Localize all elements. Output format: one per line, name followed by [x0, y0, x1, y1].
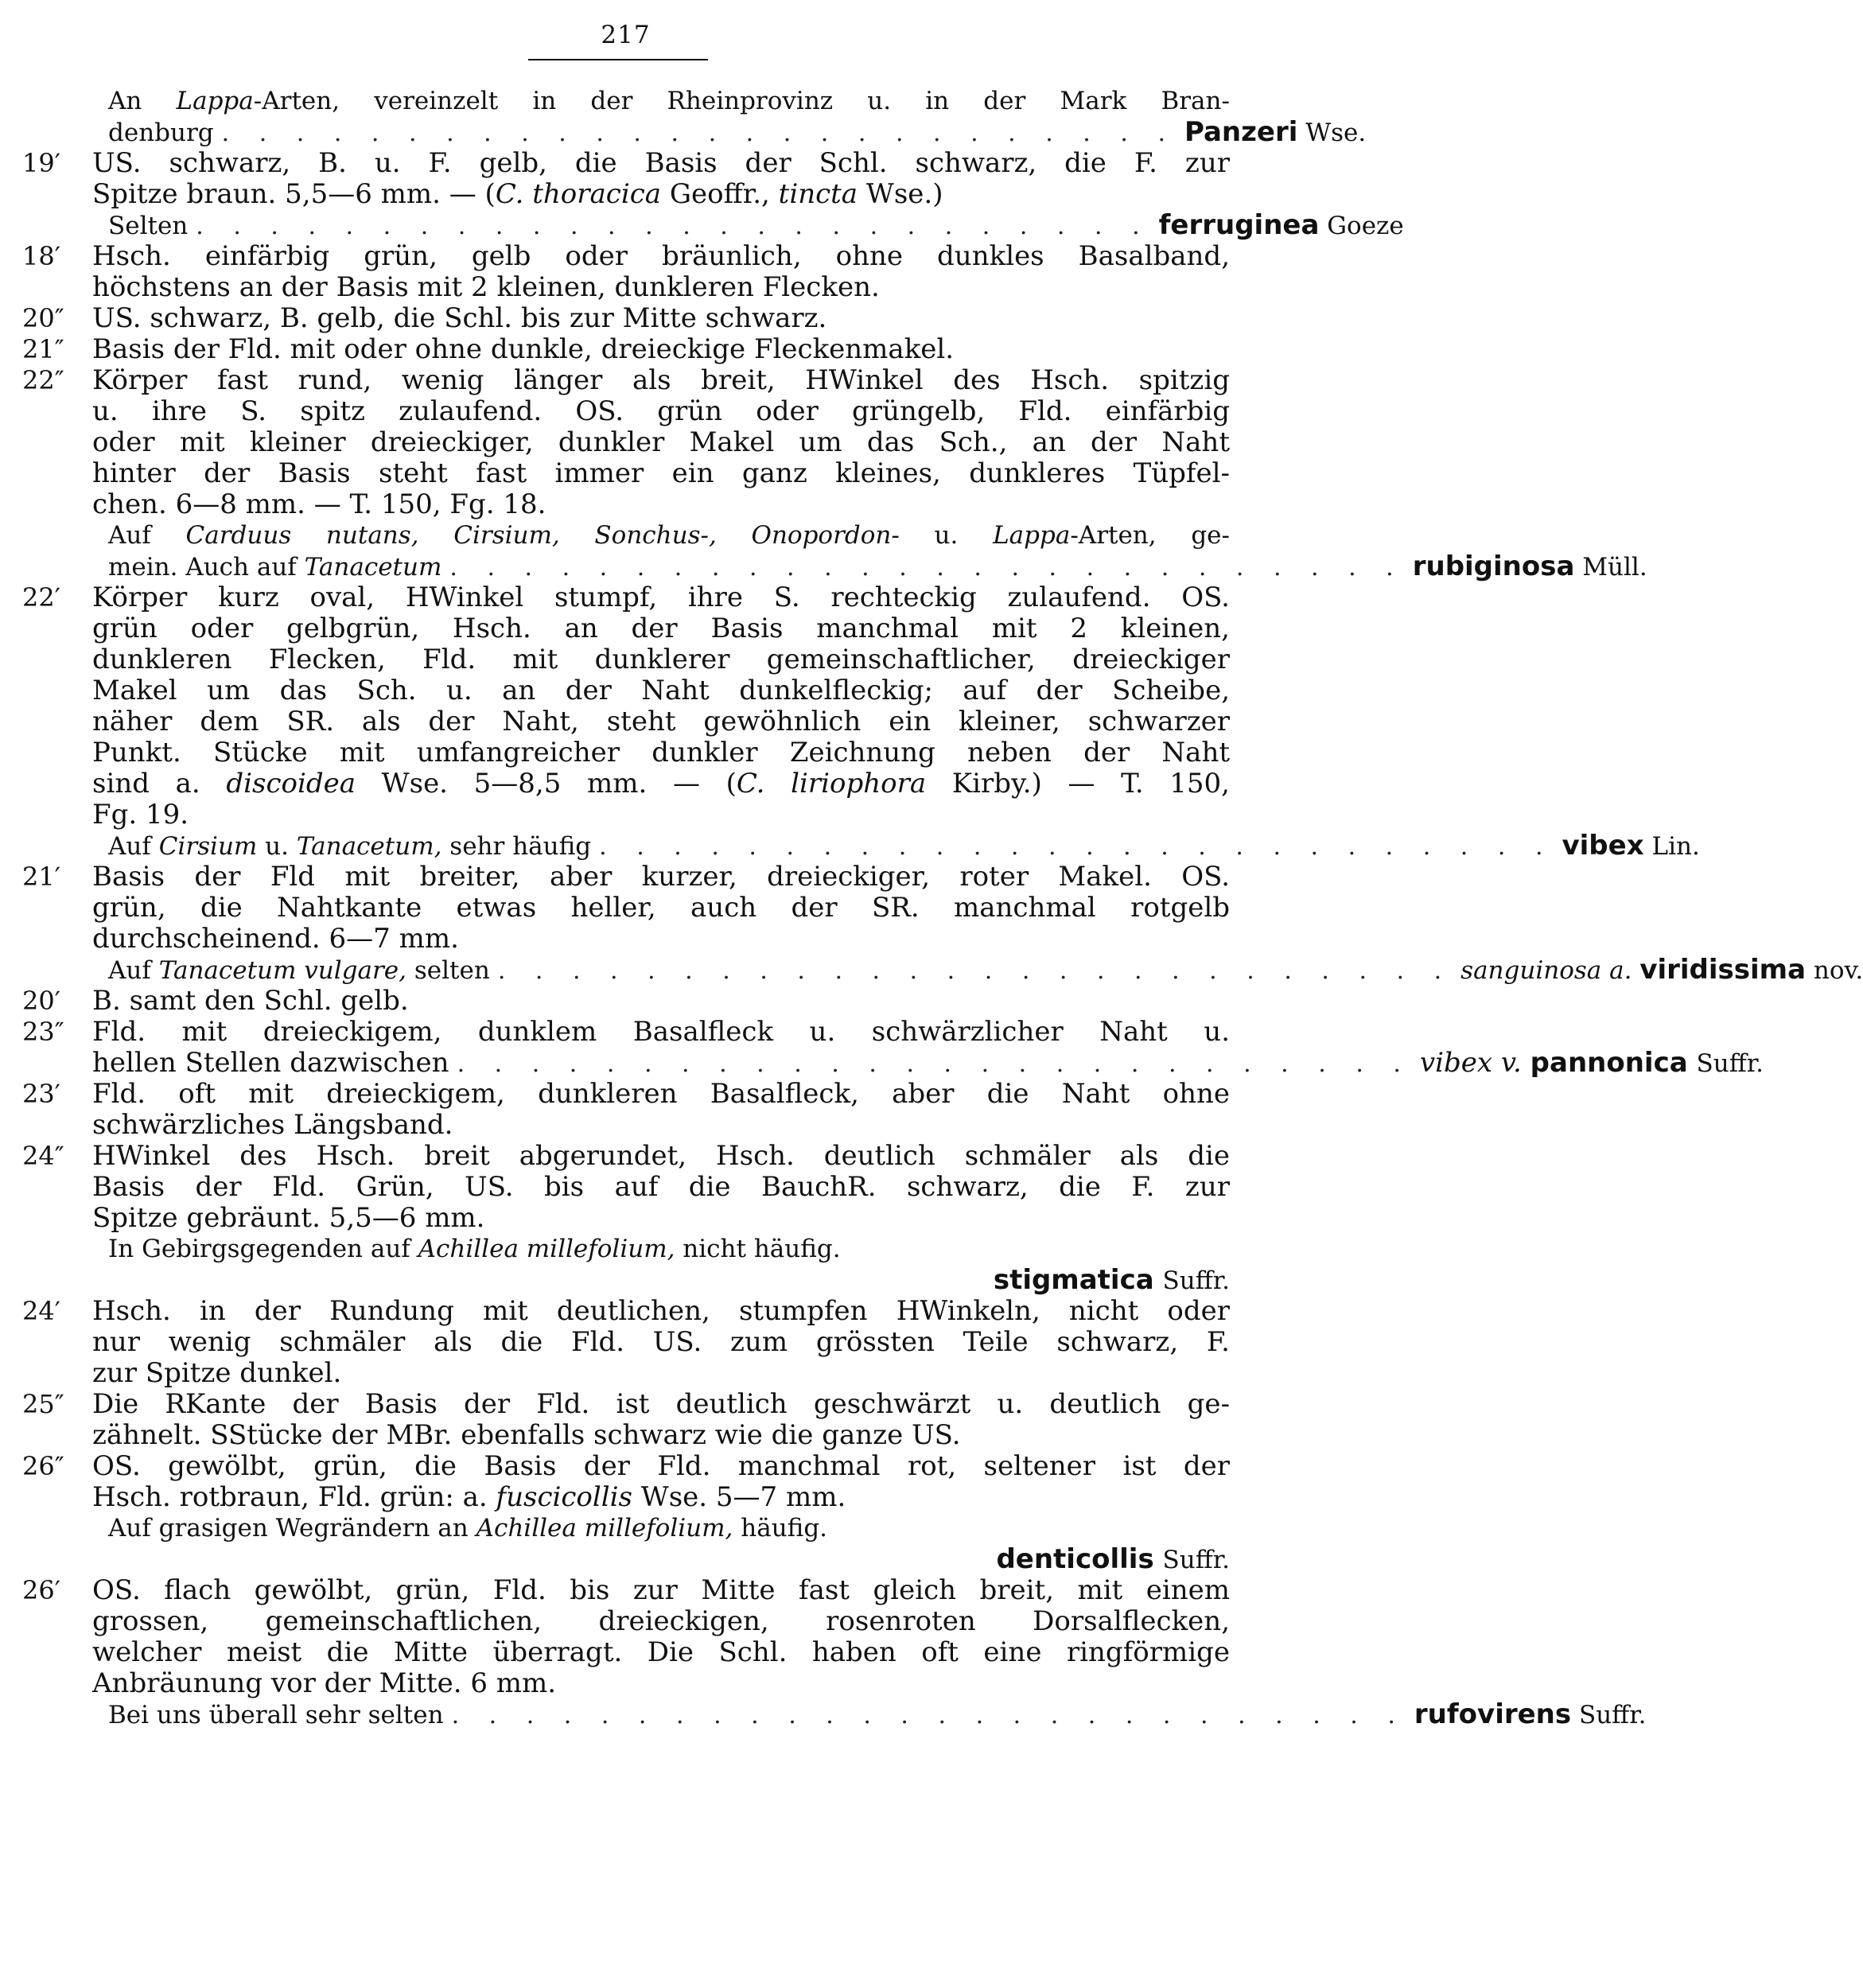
text-line — [22, 1047, 1764, 1079]
line-text: hinter der Basis steht fast immer ein ganz kleines, dunkleres Tüpfel- — [92, 457, 1230, 489]
italic-taxon: C. thoracica — [495, 178, 662, 210]
line-text: durchscheinend. 6—7 mm. — [92, 923, 459, 955]
line-text: Hsch. rotbraun, Fld. grün: a. fuscicollis Wse. 5—7 mm. — [92, 1481, 846, 1513]
species-entry — [108, 830, 1700, 862]
species-authority: Müll. — [1582, 553, 1647, 582]
italic-taxon: Achillea millefolium, — [476, 1514, 733, 1543]
note-line — [22, 830, 1700, 862]
species-name — [996, 1544, 1230, 1576]
couplet-number: 20′ — [22, 986, 60, 1016]
text-line — [22, 644, 1230, 675]
note-line — [22, 520, 1230, 551]
key-couplet-line — [22, 862, 1230, 893]
line-text: HWinkel des Hsch. breit abgerundet, Hsch. deutlich schmäler als die — [92, 1140, 1230, 1172]
line-text: grün oder gelbgrün, Hsch. an der Basis manchmal mit 2 kleinen, — [92, 613, 1230, 644]
text-line — [22, 1606, 1230, 1637]
couplet-number: 23′ — [22, 1079, 60, 1109]
note-line — [22, 1234, 1230, 1265]
text-line — [22, 396, 1230, 427]
note-line — [22, 1513, 1230, 1544]
text-line — [22, 179, 1230, 210]
line-text: US. schwarz, B. gelb, die Schl. bis zur Mitte schwarz. — [92, 302, 827, 334]
text-line — [22, 924, 1230, 955]
species-bold: Panzeri — [1184, 116, 1298, 148]
line-text: näher dem SR. als der Naht, steht gewöhnlich ein kleiner, schwarzer — [92, 706, 1230, 737]
text-line — [22, 1637, 1230, 1668]
line-text: Die RKante der Basis der Fld. ist deutlich geschwärzt u. deutlich ge- — [92, 1388, 1230, 1420]
line-text: Spitze gebräunt. 5,5—6 mm. — [92, 1202, 485, 1234]
text-line — [22, 1172, 1230, 1203]
text-line — [22, 458, 1230, 489]
species-authority: Suffr. — [1578, 1701, 1647, 1729]
species-name — [1414, 1699, 1647, 1731]
species-bold: viridissima — [1639, 954, 1807, 986]
header-rule — [528, 59, 708, 60]
text-line — [22, 768, 1230, 799]
italic-taxon: C. liriophora — [736, 768, 927, 799]
key-couplet-line — [22, 241, 1230, 272]
key-couplet-line — [22, 365, 1230, 396]
line-text: nur wenig schmäler als die Fld. US. zum grössten Teile schwarz, F. — [92, 1326, 1230, 1358]
note-line — [22, 86, 1230, 117]
couplet-number: 20″ — [22, 303, 64, 333]
note-line — [22, 209, 1404, 241]
species-name — [1413, 551, 1647, 583]
note-line — [22, 1698, 1647, 1730]
line-text: Basis der Fld. Grün, US. bis auf die BauchR. schwarz, die F. zur — [92, 1171, 1230, 1203]
text-line — [22, 675, 1230, 706]
page-body — [22, 86, 1863, 1730]
entry-text: Auf Cirsium u. Tanacetum, sehr häufig — [108, 832, 592, 861]
couplet-number: 18′ — [22, 241, 60, 271]
line-text: Punkt. Stücke mit umfangreicher dunkler Zeichnung neben der Naht — [92, 737, 1230, 768]
line-text: Basis der Fld. mit oder ohne dunkle, dreieckige Fleckenmakel. — [92, 333, 955, 365]
entry-text: Selten — [108, 212, 189, 240]
line-text: Makel um das Sch. u. an der Naht dunkelfleckig; auf der Scheibe, — [92, 675, 1230, 706]
line-text: B. samt den Schl. gelb. — [92, 985, 409, 1017]
couplet-number: 19′ — [22, 148, 60, 178]
note-line — [22, 954, 1863, 986]
text-line — [22, 1265, 1230, 1296]
key-couplet-line — [22, 1575, 1230, 1606]
species-name — [1562, 831, 1699, 862]
key-couplet-line — [22, 1451, 1230, 1482]
couplet-number: 25″ — [22, 1389, 64, 1419]
entry-text: denburg — [108, 119, 214, 147]
species-entry — [92, 1265, 1230, 1297]
line-text: Auf Carduus nutans, Cirsium, Sonchus-, Onopordon- u. Lappa-Arten, ge- — [108, 521, 1230, 550]
line-text: zur Spitze dunkel. — [92, 1357, 342, 1389]
line-text: welcher meist die Mitte überragt. Die Schl. haben oft eine ringförmige — [92, 1636, 1230, 1668]
line-text: höchstens an der Basis mit 2 kleinen, dunkleren Flecken. — [92, 271, 880, 303]
species-entry — [108, 1698, 1647, 1731]
couplet-number: 21″ — [22, 334, 64, 364]
line-text: Auf grasigen Wegrändern an Achillea millefolium, häufig. — [108, 1514, 828, 1543]
italic-taxon: Tanacetum vulgare, — [158, 956, 407, 985]
couplet-number: 22′ — [22, 582, 60, 613]
couplet-number: 26′ — [22, 1575, 60, 1605]
species-prefix: sanguinosa a. — [1460, 956, 1632, 985]
line-text: Spitze braun. 5,5—6 mm. — (C. thoracica Geoffr., tincta Wse.) — [92, 178, 943, 210]
species-authority: Goeze — [1327, 212, 1404, 240]
species-entry — [108, 550, 1647, 583]
entry-text: hellen Stellen dazwischen — [92, 1047, 449, 1079]
line-text: oder mit kleiner dreieckiger, dunkler Makel um das Sch., an der Naht — [92, 426, 1230, 458]
line-text: Körper fast rund, wenig länger als breit, HWinkel des Hsch. spitzig — [92, 364, 1230, 396]
entry-text: mein. Auch auf Tanacetum — [108, 553, 442, 582]
species-entry — [108, 954, 1863, 986]
line-text: Anbräunung vor der Mitte. 6 mm. — [92, 1667, 557, 1699]
species-authority: Lin. — [1651, 832, 1700, 861]
species-bold: vibex — [1562, 830, 1644, 862]
line-text: sind a. discoidea Wse. 5—8,5 mm. — (C. liriophora Kirby.) — T. 150, — [92, 768, 1230, 799]
couplet-number: 21′ — [22, 862, 60, 892]
line-text: Hsch. in der Rundung mit deutlichen, stumpfen HWinkeln, nicht oder — [92, 1295, 1230, 1327]
text-line — [22, 893, 1230, 924]
text-line — [22, 489, 1230, 520]
species-authority: Suffr. — [1162, 1266, 1230, 1295]
text-line — [22, 427, 1230, 458]
couplet-number: 24″ — [22, 1141, 64, 1171]
dot-leader: . . . . . . . . . . . . . . . . . . . . . . . . . . — [451, 1702, 1406, 1729]
note-line — [22, 116, 1367, 148]
dot-leader: . . . . . . . . . . . . . . . . . . . . . . . . . . — [196, 212, 1151, 240]
italic-taxon: Tanacetum — [304, 553, 442, 582]
page-number: 217 — [601, 21, 651, 49]
couplet-number: 23″ — [22, 1017, 64, 1047]
key-couplet-line — [22, 1141, 1230, 1172]
italic-taxon: Tanacetum, — [296, 832, 442, 861]
species-bold: rufovirens — [1414, 1698, 1572, 1730]
line-text: OS. gewölbt, grün, die Basis der Fld. manchmal rot, seltener ist der — [92, 1450, 1230, 1482]
key-couplet-line — [22, 148, 1230, 179]
species-bold: rubiginosa — [1412, 550, 1575, 582]
dot-leader: . . . . . . . . . . . . . . . . . . . . . . . . . . — [221, 119, 1177, 147]
species-name — [1184, 117, 1366, 149]
text-line — [22, 1110, 1230, 1141]
text-line — [22, 706, 1230, 737]
key-couplet-line — [22, 1079, 1230, 1110]
key-couplet-line — [22, 1017, 1230, 1048]
species-prefix: vibex v. — [1419, 1047, 1522, 1079]
dot-leader: . . . . . . . . . . . . . . . . . . . . . . . . . . — [457, 1050, 1412, 1078]
italic-taxon: Achillea millefolium, — [418, 1235, 675, 1263]
italic-taxon: Cirsium — [158, 832, 258, 861]
dot-leader: . . . . . . . . . . . . . . . . . . . . . . . . . . — [599, 833, 1554, 861]
key-couplet-line — [22, 1296, 1230, 1327]
text-line — [22, 1420, 1230, 1451]
species-name — [994, 1265, 1230, 1297]
line-text: Fld. oft mit dreieckigem, dunkleren Basalfleck, aber die Naht ohne — [92, 1078, 1230, 1110]
species-authority: Wse. — [1305, 119, 1367, 147]
dot-leader: . . . . . . . . . . . . . . . . . . . . . . . . . . — [497, 957, 1453, 985]
species-name — [1159, 210, 1404, 242]
species-authority: Suffr. — [1696, 1049, 1764, 1078]
line-text: dunkleren Flecken, Fld. mit dunklerer gemeinschaftlicher, dreieckiger — [92, 644, 1230, 675]
text-line — [22, 272, 1230, 303]
species-bold: denticollis — [996, 1543, 1154, 1575]
line-text: US. schwarz, B. u. F. gelb, die Basis der Schl. schwarz, die F. zur — [92, 147, 1230, 179]
line-text: Fg. 19. — [92, 799, 189, 831]
line-text: Basis der Fld mit breiter, aber kurzer, dreieckiger, roter Makel. OS. — [92, 861, 1230, 893]
key-couplet-line — [22, 986, 1230, 1017]
italic-taxon: fuscicollis — [496, 1481, 632, 1513]
italic-taxon: Lappa — [176, 87, 254, 115]
species-entry — [92, 1544, 1230, 1576]
species-authority: Suffr. — [1162, 1546, 1230, 1574]
line-text: grün, die Nahtkante etwas heller, auch der SR. manchmal rotgelb — [92, 892, 1230, 924]
text-line — [22, 613, 1230, 644]
species-entry — [92, 1047, 1764, 1080]
text-line — [22, 1327, 1230, 1358]
species-bold: pannonica — [1530, 1047, 1688, 1079]
italic-taxon: Lappa — [993, 521, 1071, 550]
text-line — [22, 1544, 1230, 1575]
entry-text: Bei uns überall sehr selten — [108, 1701, 444, 1729]
entry-text: Auf Tanacetum vulgare, selten — [108, 956, 490, 985]
key-couplet-line — [22, 582, 1230, 613]
couplet-number: 22″ — [22, 365, 64, 395]
note-line — [22, 550, 1647, 582]
line-text: schwärzliches Längsband. — [92, 1109, 453, 1141]
line-text: An Lappa-Arten, vereinzelt in der Rheinprovinz u. in der Mark Bran- — [108, 87, 1230, 115]
species-authority: nov. — [1813, 956, 1863, 985]
italic-taxon: Carduus nutans, Cirsium, Sonchus-, Onopordon- — [185, 521, 900, 550]
key-couplet-line — [22, 303, 1230, 334]
text-line — [22, 1358, 1230, 1389]
text-line — [22, 1203, 1230, 1234]
line-text: zähnelt. SStücke der MBr. ebenfalls schwarz wie die ganze US. — [92, 1419, 961, 1451]
text-line — [22, 737, 1230, 768]
key-couplet-line — [22, 1389, 1230, 1420]
italic-taxon: tincta — [778, 178, 858, 210]
text-line — [22, 1668, 1230, 1699]
line-text: grossen, gemeinschaftlichen, dreieckigen, rosenroten Dorsalflecken, — [92, 1605, 1230, 1637]
species-entry — [108, 116, 1367, 149]
species-bold: stigmatica — [993, 1264, 1154, 1296]
line-text: OS. flach gewölbt, grün, Fld. bis zur Mitte fast gleich breit, mit einem — [92, 1574, 1230, 1606]
species-entry — [108, 209, 1404, 242]
text-line — [22, 1482, 1230, 1513]
dot-leader: . . . . . . . . . . . . . . . . . . . . . . . . . . — [449, 554, 1405, 582]
line-text: chen. 6—8 mm. — T. 150, Fg. 18. — [92, 488, 546, 520]
species-bold: ferruginea — [1158, 209, 1320, 241]
line-text: In Gebirgsgegenden auf Achillea millefolium, nicht häufig. — [108, 1235, 841, 1263]
italic-taxon: discoidea — [226, 768, 356, 799]
line-text: Fld. mit dreieckigem, dunklem Basalfleck u. schwärzlicher Naht u. — [92, 1016, 1230, 1048]
couplet-number: 26″ — [22, 1451, 64, 1481]
species-name — [1420, 1048, 1764, 1080]
species-name — [1460, 955, 1863, 986]
text-line — [22, 799, 1230, 831]
couplet-number: 24′ — [22, 1296, 60, 1326]
key-couplet-line — [22, 334, 1230, 365]
line-text: Körper kurz oval, HWinkel stumpf, ihre S. rechteckig zulaufend. OS. — [92, 582, 1230, 613]
line-text: u. ihre S. spitz zulaufend. OS. grün oder grüngelb, Fld. einfärbig — [92, 395, 1230, 427]
line-text: Hsch. einfärbig grün, gelb oder bräunlich, ohne dunkles Basalband, — [92, 240, 1230, 272]
